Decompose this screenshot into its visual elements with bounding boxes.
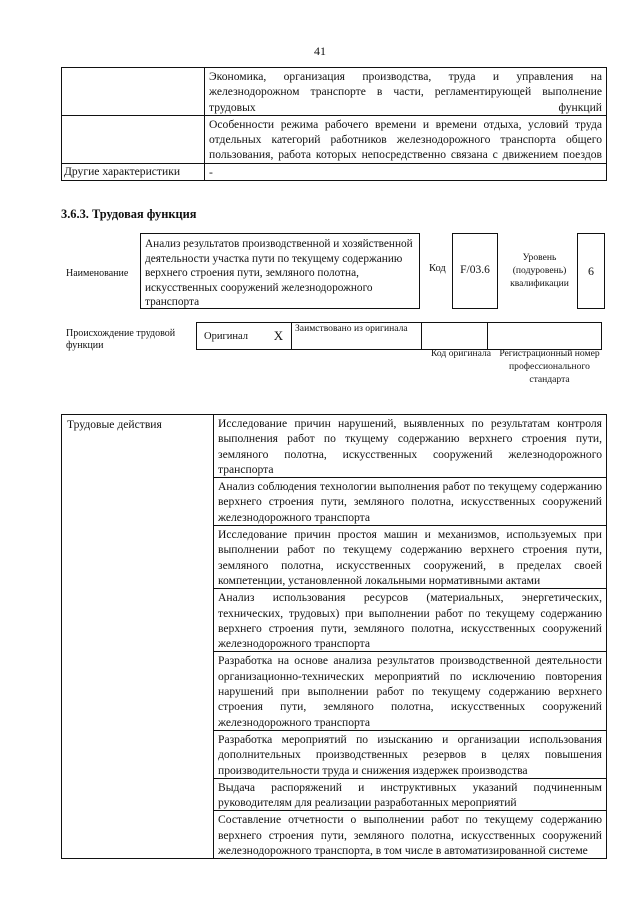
code-box: F/03.6 (452, 233, 498, 309)
other-characteristics-label: Другие характеристики (62, 163, 205, 180)
page-number: 41 (314, 44, 326, 58)
labor-actions-table (61, 414, 607, 859)
original-code-cell (422, 323, 488, 350)
origin-table (196, 322, 602, 350)
function-name-box: Анализ результатов производственной и хозяйственной деятельности участка пути по текущему содержанию верхнего строения пути, земляного полотна, искусственных сооружений железнодорожного транспорта (140, 233, 420, 309)
qualification-level-label: Уровень (подуровень) квалификации (510, 252, 569, 289)
name-label: Наименование (66, 268, 129, 279)
registration-caption: Регистрационный номер профессионального стандарта (499, 348, 600, 385)
labor-action-item: Составление отчетности о выполнении работ по текущему содержанию верхнего строения пути, земляного полотна, искусственных сооружений железнодорожного транспорта, в том числе в автоматизированной системе (214, 811, 607, 859)
table-row (62, 68, 607, 116)
original-label: Оригинал (197, 323, 267, 350)
qualification-level-box: 6 (577, 233, 605, 309)
code-caption: Код оригинала (430, 348, 492, 359)
table-row (62, 115, 607, 163)
code-label: Код (429, 263, 446, 274)
other-characteristics-value: - (205, 163, 607, 180)
origin-label: Происхождение трудовой функции (66, 328, 176, 351)
labor-action-item: Исследование причин нарушений, выявленных по результатам контроля выполнения работ по ткущему содержанию верхнего строения пути, земляного полотна, искусственных сооружений железнодорожного транспорта (214, 415, 607, 478)
labor-action-item: Выдача распоряжений и инструктивных указаний подчиненным руководителям для реализации разработанных мероприятий (214, 778, 607, 811)
borrowed-label: Заимствовано из оригинала (292, 323, 422, 350)
row-label (62, 115, 205, 163)
labor-action-item: Разработка мероприятий по изысканию и организации использования дополнительных производственных резервов в целях повышения производительности труда и снижения издержек производства (214, 730, 607, 778)
labor-action-item: Анализ соблюдения технологии выполнения работ по текущему содержанию верхнего строения пути, земляного полотна, искусственных сооружений железнодорожного транспорта (214, 478, 607, 526)
table-row (62, 415, 607, 478)
labor-action-item: Анализ использования ресурсов (материальных, энергетических, технических, трудовых) при выполнении работ по текущему содержанию верхнего строения пути, земляного полотна, искусственных сооружений железнодорожного транспорта (214, 589, 607, 652)
section-heading: 3.6.3. Трудовая функция (61, 207, 197, 221)
labor-action-item: Разработка на основе анализа результатов производственной деятельности организационно-технических мероприятий по исключению повторения нарушений при выполнении работ по текущему содержанию верхнего строения пути, земляного полотна, искусственных сооружений железнодорожного транспорта (214, 652, 607, 730)
row-label (62, 68, 205, 116)
table-row (62, 163, 607, 180)
labor-actions-label: Трудовые действия (62, 415, 214, 859)
knowledge-continuation-table (61, 67, 607, 181)
registration-number-cell (488, 323, 602, 350)
labor-action-item: Исследование причин простоя машин и механизмов, используемых при выполнении работ по текущему содержанию верхнего строения пути, земляного полотна, искусственных сооружений, в пределах своей компетенции, установленной локальными нормативными актами (214, 526, 607, 589)
row-text: Экономика, организация производства, труда и управления на железнодорожном транспорте в части, регламентирующей выполнение трудовых функций (205, 68, 607, 116)
original-mark: X (266, 323, 292, 350)
row-text: Особенности режима рабочего времени и времени отдыха, условий труда отдельных категорий работников железнодорожного транспорта общего пользования, работа которых непосредственно связана с движением поездов (205, 115, 607, 163)
